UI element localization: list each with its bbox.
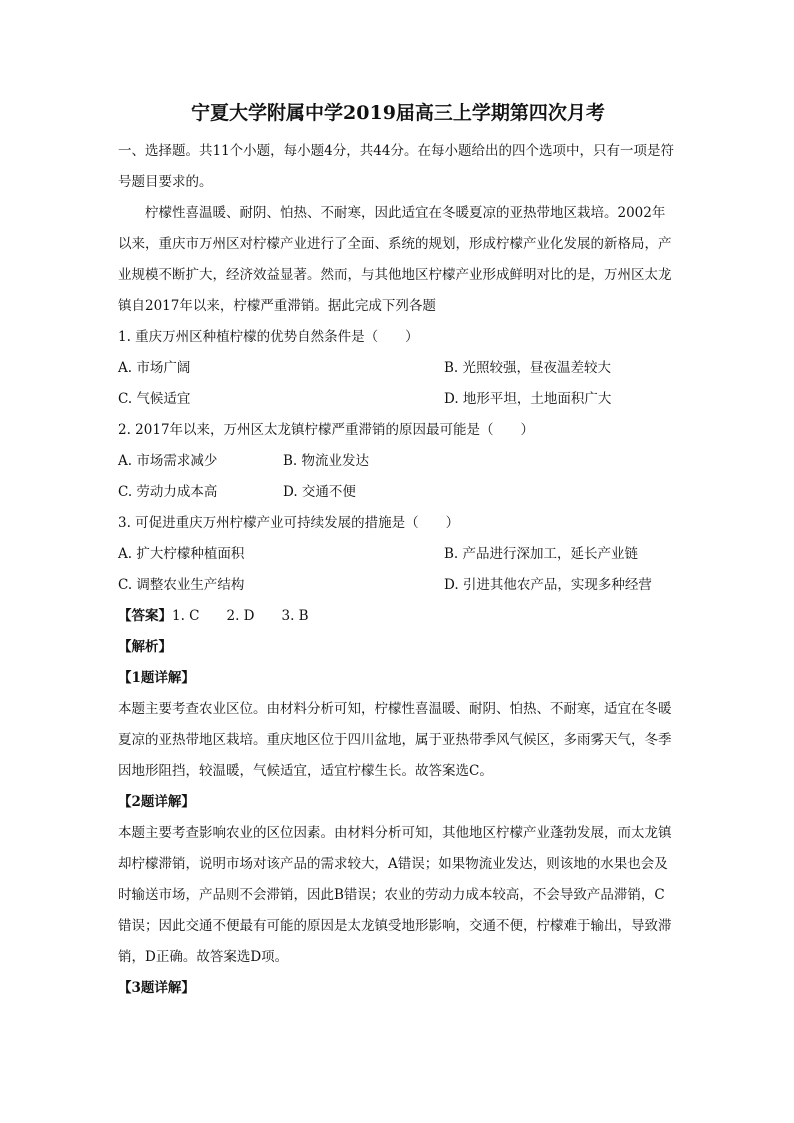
answer-text: 1. C 2. D 3. B [172,608,309,624]
option-row [118,353,678,384]
page-title: 宁夏大学附属中学2019届高三上学期第四次月考 [191,102,605,124]
detail-label: 【1题详解】 [118,670,195,686]
option: D. 引进其他农产品，实现多种经营 [444,577,652,593]
option-row [118,477,678,508]
detail-label: 【2题详解】 [118,794,195,810]
option: B. 产品进行深加工，延长产业链 [444,546,639,562]
question-stem: 2. 2017年以来，万州区太龙镇柠檬严重滞销的原因最可能是（ ） [118,422,535,438]
option: C. 调整农业生产结构 [118,577,245,593]
option: D. 地形平坦，土地面积广大 [444,391,612,407]
detail-text: 本题主要考查农业区位。由材料分析可知，柠檬性喜温暖、耐阴、怕热、不耐寒，适宜在冬暖夏凉的亚热带地区栽培。重庆地区位于四川盆地，属于亚热带季风气候区，多雨雾天气，冬季因地形阻挡，较温暖，气候适宜，适宜柠檬生长。故答案选C。 [118,701,672,779]
option-row [118,570,678,601]
option: D. 交通不便 [283,484,356,500]
option: B. 物流业发达 [283,453,370,469]
passage: 柠檬性喜温暖、耐阴、怕热、不耐寒，因此适宜在冬暖夏凉的亚热带地区栽培。2002年以来，重庆市万州区对柠檬产业进行了全面、系统的规划，形成柠檬产业化发展的新格局，产业规模不断扩大，经济效益显著。然而，与其他地区柠檬产业形成鲜明对比的是，万州区太龙镇自2017年以来，柠檬严重滞销。据此完成下列各题 [118,205,672,314]
analysis-label: 【解析】 [118,639,172,655]
question-stem: 3. 可促进重庆万州柠檬产业可持续发展的措施是（ ） [118,515,460,531]
option-row [118,539,678,570]
option-row [118,446,678,477]
answer-label: 【答案】 [118,608,172,624]
option: C. 气候适宜 [118,391,191,407]
option-row [118,384,678,415]
detail-text: 本题主要考查影响农业的区位因素。由材料分析可知，其他地区柠檬产业蓬勃发展，而太龙镇却柠檬滞销，说明市场对该产品的需求较大，A错误；如果物流业发达，则该地的水果也会及时输送市场，产品则不会滞销，因此B错误；农业的劳动力成本较高，不会导致产品滞销，C错误；因此交通不便最有可能的原因是太龙镇受地形影响，交通不便，柠檬难于输出，导致滞销，D正确。故答案选D项。 [118,825,672,965]
option: A. 市场广阔 [118,360,191,376]
section-heading: 一、选择题。共11个小题，每小题4分，共44分。在每小题给出的四个选项中，只有一项是符号题目要求的。 [118,143,674,190]
answer-line [118,601,678,632]
option: B. 光照较强，昼夜温差较大 [444,360,612,376]
question-stem: 1. 重庆万州区种植柠檬的优势自然条件是（ ） [118,329,419,345]
option: A. 扩大柠檬种植面积 [118,546,245,562]
option: C. 劳动力成本高 [118,484,218,500]
detail-label: 【3题详解】 [118,980,195,996]
option: A. 市场需求减少 [118,453,218,469]
document-content [118,100,678,1004]
